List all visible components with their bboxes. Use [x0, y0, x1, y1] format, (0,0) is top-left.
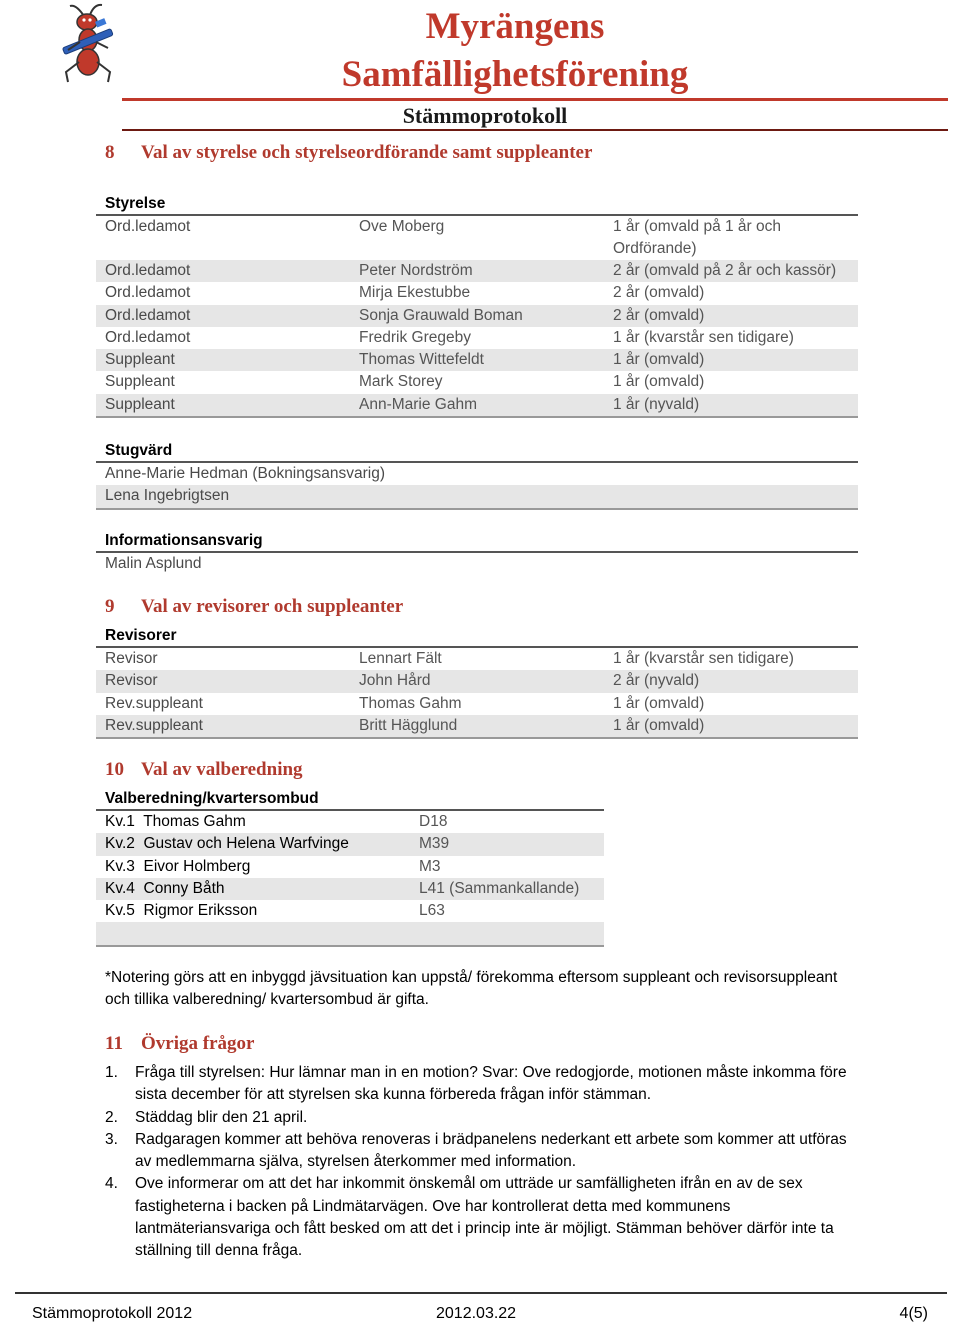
term-cell: 2 år (omvald) [613, 306, 705, 324]
name-cell: Mark Storey [359, 373, 443, 391]
list-item [96, 553, 858, 575]
name-cell: Britt Hägglund [359, 716, 458, 734]
section-8-title: Val av styrelse och styrelseordförande samt suppleanter [141, 142, 593, 163]
section-11-heading [105, 1032, 254, 1056]
footer-date: 2012.03.22 [436, 1305, 517, 1322]
table-row [96, 670, 858, 692]
kv-name: Conny Båth [143, 879, 225, 897]
address-cell: L41 (Sammankallande) [419, 879, 580, 897]
kv-name: Gustav och Helena Warfvinge [143, 835, 349, 853]
table-row [96, 371, 858, 393]
term-cell: 1 år (omvald) [613, 351, 705, 369]
stugvard-name: Lena Ingebrigtsen [105, 487, 230, 505]
role-cell: Ord.ledamot [105, 306, 191, 324]
role-cell: Ord.ledamot [105, 218, 191, 235]
conflict-note: *Notering görs att en inbyggd jävsituation kan uppstå/ förekomma eftersom suppleant och revisorsuppleant och tillika valberedning/ kvartersombud är gifta. [105, 969, 838, 1009]
item-number: 3. [105, 1130, 118, 1148]
role-cell: Suppleant [105, 395, 175, 413]
term-cell: 2 år (omvald) [613, 284, 705, 302]
term-cell: 2 år (omvald på 2 år och kassör) [613, 262, 837, 279]
document-title: Stämmoprotokoll [402, 103, 568, 128]
list-item [96, 485, 858, 507]
kv-number: Kv.3 [105, 857, 135, 875]
kv-number: Kv.1 [105, 813, 135, 830]
role-cell: Ord.ledamot [105, 284, 191, 302]
info-label: Informationsansvarig [105, 532, 263, 549]
kv-name: Eivor Holmberg [143, 857, 251, 875]
list-item [105, 1173, 855, 1262]
name-cell: Lennart Fält [359, 650, 442, 667]
table-row [96, 833, 604, 855]
stugvard-label: Stugvärd [105, 442, 173, 459]
section-9-title: Val av revisorer och suppleanter [141, 596, 404, 617]
table-row [96, 715, 858, 737]
term-cell: 1 år (omvald på 1 år och Ordförande) [613, 218, 782, 257]
valberedning-label: Valberedning/kvartersombud [105, 790, 319, 807]
item-number: 1. [105, 1064, 118, 1081]
role-cell: Rev.suppleant [105, 716, 203, 734]
table-row [96, 811, 604, 833]
address-cell: M3 [419, 857, 441, 875]
table-row [96, 648, 858, 670]
address-cell: D18 [419, 813, 448, 830]
table-row [96, 305, 858, 327]
name-cell: Thomas Wittefeldt [359, 351, 484, 369]
table-row [96, 693, 858, 715]
name-cell: Peter Nordström [359, 262, 473, 279]
item-text: Radgaragen kommer att behöva renoveras i brädpanelens nederkant ett arbete som kommer att utföras av medlemmarna själva, styrelsen återkommer med information. [135, 1130, 847, 1171]
address-cell: L63 [419, 902, 445, 920]
table-row-empty [96, 922, 604, 944]
footer-divider [15, 1292, 947, 1294]
item-number: 2. [105, 1108, 118, 1126]
role-cell: Revisor [105, 672, 158, 690]
address-cell: M39 [419, 835, 450, 853]
ovriga-fragor-list [105, 1062, 855, 1263]
role-cell: Ord.ledamot [105, 262, 191, 279]
table-row [96, 260, 858, 282]
footer-page-number: 4(5) [899, 1305, 928, 1322]
name-cell: Ove Moberg [359, 218, 445, 235]
list-item [105, 1107, 855, 1129]
table-row [96, 900, 604, 922]
table-row [96, 282, 858, 304]
term-cell: 1 år (omvald) [613, 373, 705, 391]
kv-name: Thomas Gahm [143, 813, 246, 830]
styrelse-label: Styrelse [105, 195, 166, 212]
kv-cell [105, 900, 257, 922]
styrelse-table [96, 214, 858, 418]
item-text: Ove informerar om att det har inkommit önskemål om utträde ur samfälligheten ifrån en av de sex fastigheterna i backen på Lindmätarvägen. Ove har kontrollerat detta med kommunens lantmäteriansvariga och fått besked om att det i princip inte är möjligt. Stämman behöver därför inte ta ställning till denna fråga. [135, 1175, 834, 1260]
list-item [105, 1062, 855, 1107]
item-text: Städdag blir den 21 april. [135, 1108, 308, 1126]
kv-number: Kv.4 [105, 879, 135, 897]
footer-doc-name: Stämmoprotokoll 2012 [32, 1305, 193, 1322]
section-8-number: 8 [105, 142, 115, 163]
info-name: Malin Asplund [105, 555, 202, 572]
kv-cell [105, 833, 349, 855]
table-row [96, 349, 858, 371]
role-cell: Rev.suppleant [105, 694, 203, 712]
term-cell: 2 år (nyvald) [613, 672, 700, 690]
section-11-title: Övriga frågor [141, 1033, 255, 1054]
valberedning-table [96, 809, 604, 947]
section-9-number: 9 [105, 596, 115, 617]
name-cell: Thomas Gahm [359, 694, 462, 712]
role-cell: Revisor [105, 650, 158, 667]
name-cell: John Hård [359, 672, 431, 690]
term-cell: 1 år (kvarstår sen tidigare) [613, 328, 794, 346]
section-10-number: 10 [105, 759, 124, 780]
info-table [96, 551, 858, 575]
name-cell: Sonja Grauwald Boman [359, 306, 523, 324]
term-cell: 1 år (kvarstår sen tidigare) [613, 650, 794, 667]
term-cell: 1 år (nyvald) [613, 395, 700, 413]
term-cell: 1 år (omvald) [613, 716, 705, 734]
role-cell: Suppleant [105, 351, 175, 369]
name-cell: Mirja Ekestubbe [359, 284, 471, 302]
kv-number: Kv.2 [105, 835, 135, 853]
org-name-line1: Myrängens [425, 6, 605, 47]
kv-cell [105, 856, 250, 878]
revisorer-table [96, 646, 858, 739]
role-cell: Suppleant [105, 373, 175, 391]
table-row [96, 878, 604, 900]
stugvard-name: Anne-Marie Hedman (Bokningsansvarig) [105, 465, 385, 482]
name-cell: Fredrik Gregeby [359, 328, 471, 346]
role-cell: Ord.ledamot [105, 328, 191, 346]
header-divider-dark [122, 129, 948, 131]
revisorer-label: Revisorer [105, 627, 177, 644]
section-9-heading [105, 595, 403, 619]
org-name-line2: Samfällighetsförening [341, 54, 689, 95]
stugvard-table [96, 461, 858, 510]
table-row [96, 327, 858, 349]
item-number: 4. [105, 1175, 118, 1193]
kv-name: Rigmor Eriksson [143, 902, 258, 920]
item-text: Fråga till styrelsen: Hur lämnar man in en motion? Svar: Ove redogjorde, motionen måste inkomma före sista december för att styrelsen ska kunna förbereda frågan inför stämman. [135, 1064, 847, 1104]
section-8-heading [105, 141, 592, 165]
table-row [96, 856, 604, 878]
kv-cell [105, 878, 225, 900]
list-item [105, 1129, 855, 1174]
list-item [96, 463, 858, 485]
table-row [96, 394, 858, 416]
kv-number: Kv.5 [105, 902, 135, 920]
kv-cell [105, 811, 246, 833]
ant-mascot-icon [58, 2, 122, 86]
section-11-number: 11 [105, 1033, 123, 1054]
section-10-title: Val av valberedning [141, 759, 303, 780]
name-cell: Ann-Marie Gahm [359, 395, 478, 413]
table-row [96, 216, 858, 260]
term-cell: 1 år (omvald) [613, 694, 705, 712]
section-10-heading [105, 758, 303, 782]
